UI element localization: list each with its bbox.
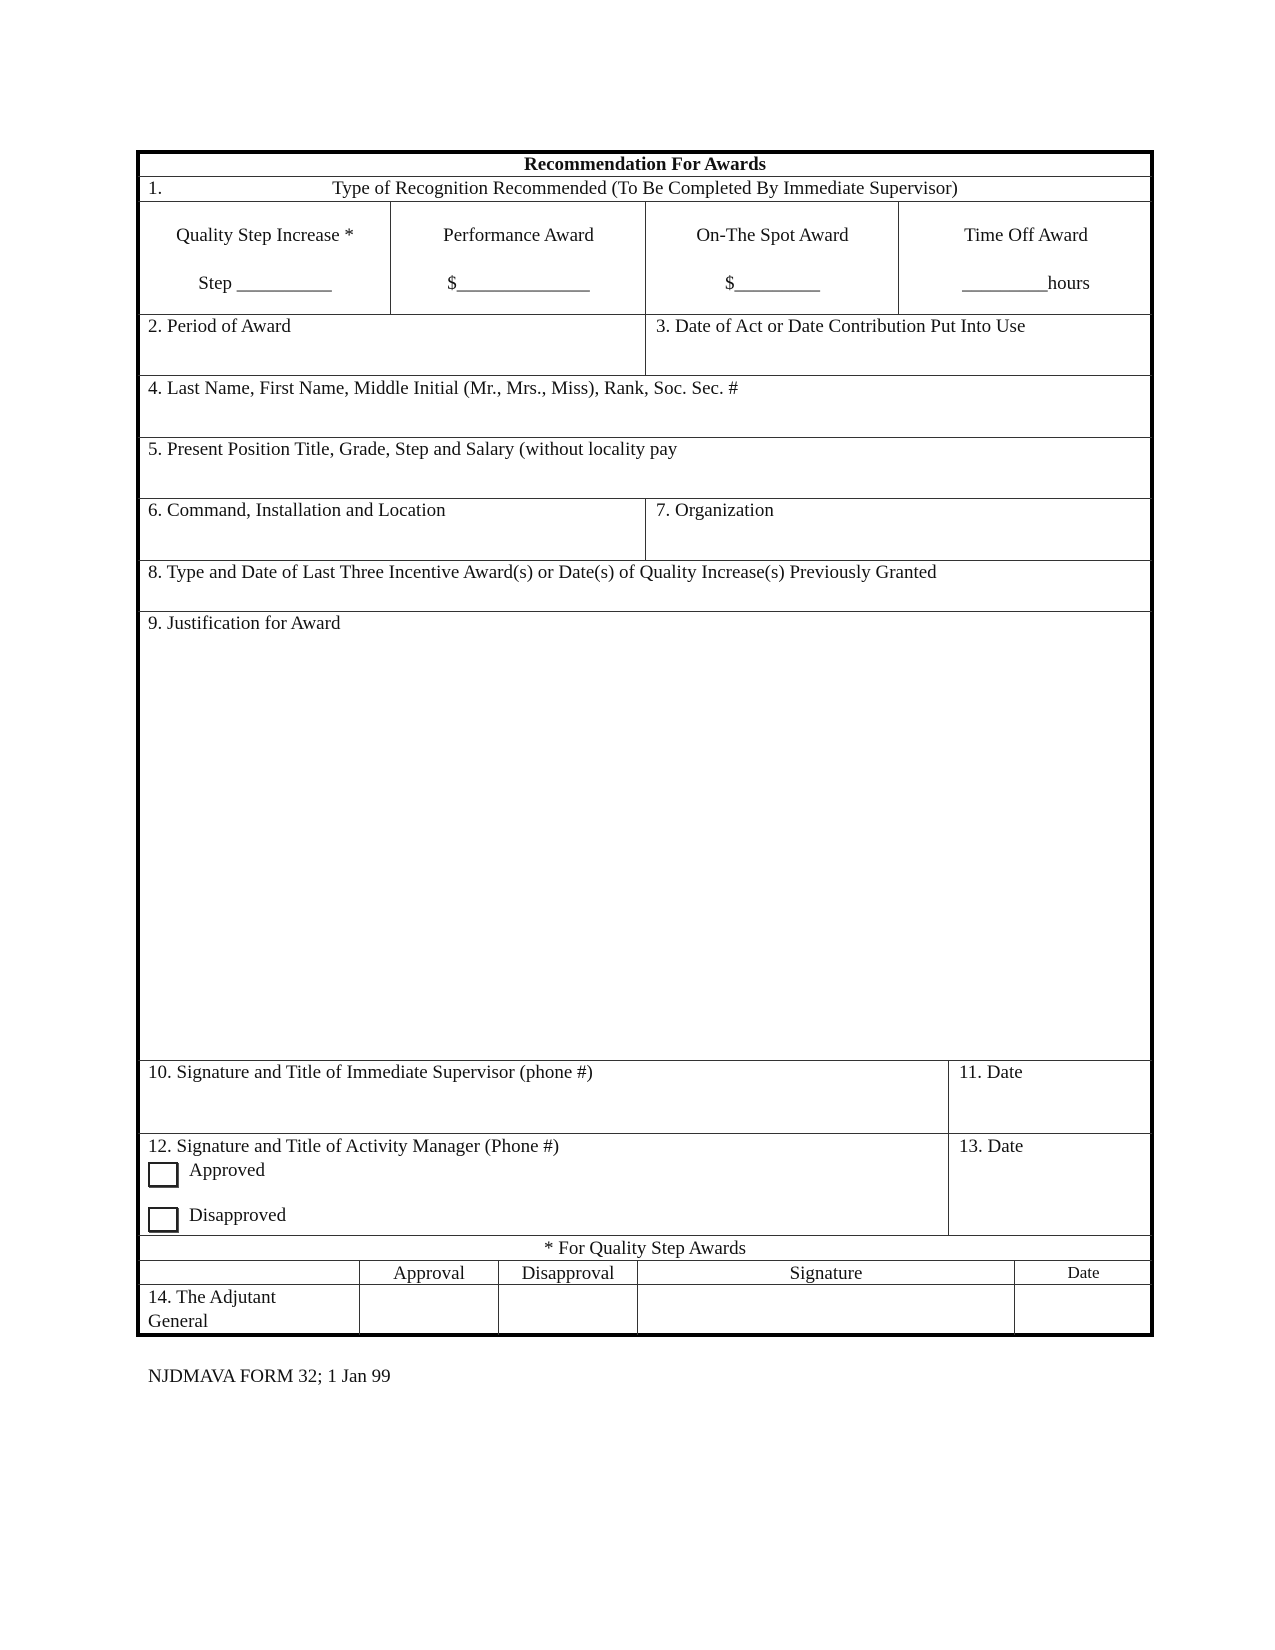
performance-amount-field[interactable]: $______________ (447, 273, 590, 294)
performance-award-label: Performance Award (443, 225, 594, 246)
divider (138, 375, 1152, 376)
disapproved-checkbox[interactable] (148, 1207, 178, 1232)
date-column-header: Date (1067, 1263, 1100, 1282)
adjutant-general-label-line2: General (148, 1311, 209, 1332)
organization-field[interactable]: 7. Organization (656, 500, 774, 521)
time-off-hours-field[interactable]: _________hours (962, 273, 1090, 294)
divider (390, 201, 391, 314)
divider (138, 1060, 1152, 1061)
previous-awards-field[interactable]: 8. Type and Date of Last Three Incentive Award(s) or Date(s) of Quality Increase(s) Previously Granted (148, 562, 937, 583)
approval-column-header: Approval (393, 1263, 465, 1284)
position-title-field[interactable]: 5. Present Position Title, Grade, Step and Salary (without locality pay (148, 439, 678, 460)
divider (645, 314, 646, 375)
disapproval-column-header: Disapproval (521, 1263, 615, 1284)
command-location-field[interactable]: 6. Command, Installation and Location (148, 500, 446, 521)
activity-manager-date-field[interactable]: 13. Date (959, 1136, 1024, 1157)
on-the-spot-award-label: On-The Spot Award (696, 225, 849, 246)
disapproved-label: Disapproved (189, 1205, 287, 1226)
divider (645, 498, 646, 560)
section-1-label: Type of Recognition Recommended (To Be Completed By Immediate Supervisor) (332, 178, 958, 199)
divider (138, 611, 1152, 612)
step-field[interactable]: Step __________ (198, 273, 332, 294)
time-off-award-label: Time Off Award (964, 225, 1088, 246)
name-rank-ssn-field[interactable]: 4. Last Name, First Name, Middle Initial (Mr., Mrs., Miss), Rank, Soc. Sec. # (148, 378, 738, 399)
on-the-spot-amount-field[interactable]: $_________ (725, 273, 820, 294)
approved-label: Approved (189, 1160, 265, 1181)
divider (138, 1235, 1152, 1236)
supervisor-signature-field[interactable]: 10. Signature and Title of Immediate Supervisor (phone #) (148, 1062, 593, 1083)
period-of-award-field[interactable]: 2. Period of Award (148, 316, 291, 337)
quality-step-increase-label: Quality Step Increase * (176, 225, 354, 246)
divider (948, 1060, 949, 1235)
supervisor-date-field[interactable]: 11. Date (959, 1062, 1023, 1083)
divider (645, 201, 646, 314)
divider (138, 1133, 1152, 1134)
activity-manager-signature-field[interactable]: 12. Signature and Title of Activity Manager (Phone #) (148, 1136, 560, 1157)
date-of-act-field[interactable]: 3. Date of Act or Date Contribution Put Into Use (656, 316, 1026, 337)
form-number-footer: NJDMAVA FORM 32; 1 Jan 99 (148, 1366, 391, 1387)
justification-field[interactable]: 9. Justification for Award (148, 613, 341, 634)
divider (138, 437, 1152, 438)
divider (898, 201, 899, 314)
divider (138, 560, 1152, 561)
signature-column-header: Signature (789, 1263, 863, 1284)
divider (138, 1260, 1152, 1261)
approved-checkbox[interactable] (148, 1162, 178, 1187)
divider (138, 176, 1152, 177)
quality-step-header: * For Quality Step Awards (544, 1238, 746, 1259)
section-1-number: 1. (148, 178, 163, 199)
adjutant-general-label-line1: 14. The Adjutant (148, 1287, 276, 1308)
form-title: Recommendation For Awards (523, 154, 767, 175)
